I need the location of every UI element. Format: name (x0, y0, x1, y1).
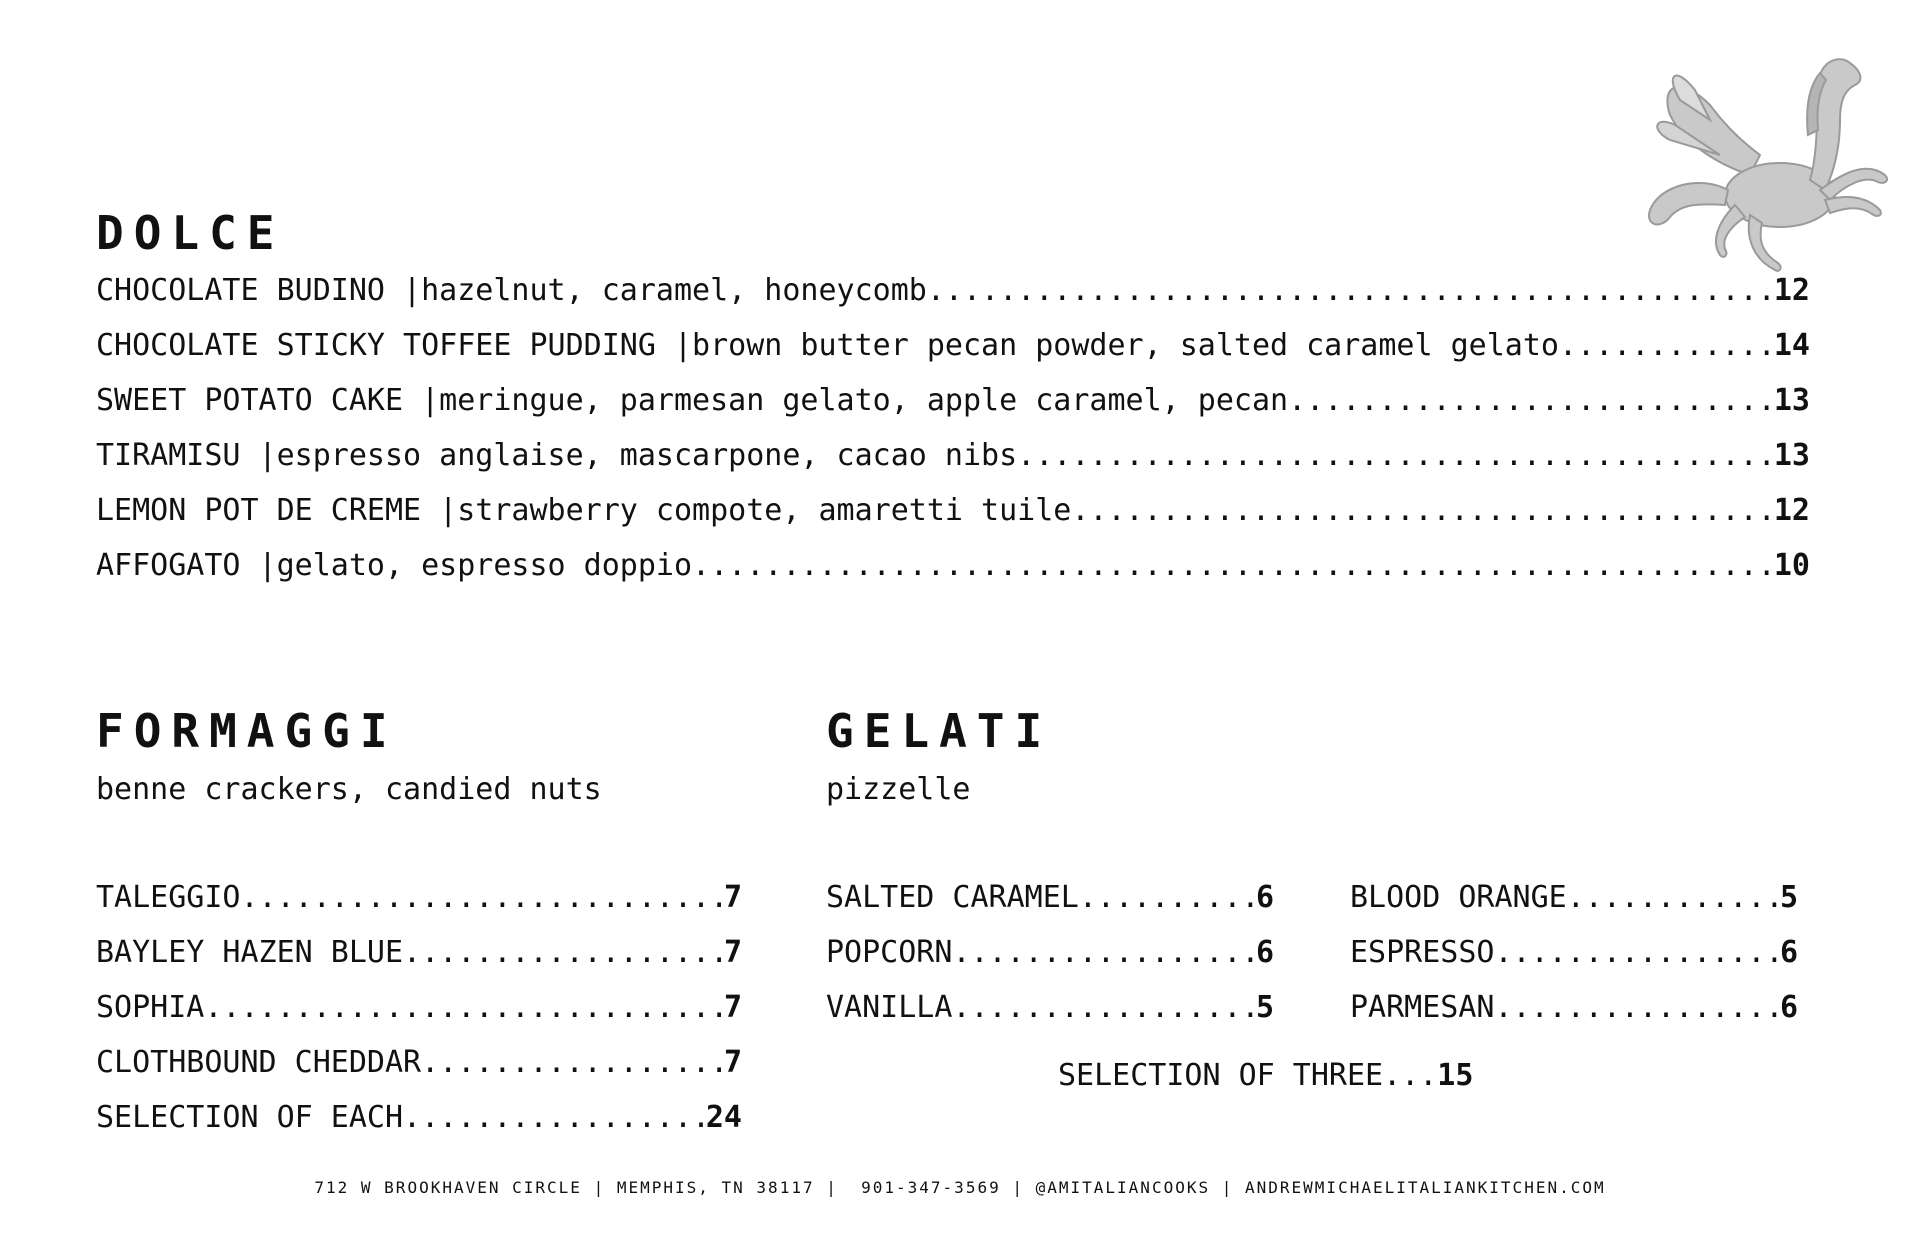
dolce-item (96, 273, 1810, 309)
dolce-item-price: 12 (1773, 273, 1810, 308)
formaggi-item-price: 24 (705, 1100, 742, 1135)
formaggi-item-price: 7 (723, 935, 742, 970)
formaggi-item-name: CLOTHBOUND CHEDDAR (96, 1045, 422, 1080)
dolce-item (96, 548, 1810, 584)
formaggi-item (96, 990, 742, 1026)
gelati-item-price: 6 (1779, 990, 1798, 1025)
leader-dots (241, 880, 724, 916)
dolce-item-description: espresso anglaise, mascarpone, cacao nibs (276, 438, 1018, 473)
dolce-item-price: 14 (1773, 328, 1810, 363)
leader-dots (1495, 990, 1780, 1026)
dolce-item-description: hazelnut, caramel, honeycomb (421, 273, 927, 308)
gelati-item (1350, 990, 1798, 1026)
gelati-item-price: 6 (1779, 935, 1798, 970)
leader-dots (421, 1045, 724, 1081)
leader-dots (1567, 880, 1780, 916)
dolce-item-name: LEMON POT DE CREME | (96, 493, 458, 528)
leader-dots (1559, 328, 1774, 364)
formaggi-item (96, 1045, 742, 1081)
formaggi-item (96, 880, 742, 916)
dolce-item-description: brown butter pecan powder, salted caramel gelato (692, 328, 1559, 363)
gelati-item-name: SALTED CARAMEL (826, 880, 1079, 915)
leader-dots (403, 1100, 706, 1136)
dolce-item-description: meringue, parmesan gelato, apple caramel, pecan (439, 383, 1289, 418)
leader-dots (927, 273, 1774, 309)
leader-dots (1495, 935, 1780, 971)
gelati-item (826, 935, 1274, 971)
dolce-item-price: 10 (1773, 548, 1810, 583)
dolce-item (96, 328, 1810, 364)
gelati-subtitle: pizzelle (826, 772, 971, 807)
footer-contact: 712 W BROOKHAVEN CIRCLE | MEMPHIS, TN 38117 | 901-347-3569 | @AMITALIANCOOKS | ANDREWMICHAELITALIANKITCHEN.COM (314, 1178, 1606, 1197)
gelati-item (1350, 880, 1798, 916)
gelati-item-name: PARMESAN (1350, 990, 1495, 1025)
gelati-item (1350, 935, 1798, 971)
pegasus-icon (1640, 45, 1900, 280)
gelati-item-price: 6 (1255, 935, 1274, 970)
dolce-item (96, 493, 1810, 529)
formaggi-item-name: TALEGGIO (96, 880, 241, 915)
dolce-item-price: 13 (1773, 438, 1810, 473)
gelati-item-name: BLOOD ORANGE (1350, 880, 1567, 915)
gelati-item-price: 6 (1255, 880, 1274, 915)
dolce-item-name: SWEET POTATO CAKE | (96, 383, 440, 418)
dolce-item-price: 13 (1773, 383, 1810, 418)
formaggi-item-name: SOPHIA (96, 990, 205, 1025)
formaggi-title: FORMAGGI (96, 704, 398, 758)
gelati-item (826, 880, 1274, 916)
gelati-selection (1058, 1058, 1473, 1093)
gelati-item-name: POPCORN (826, 935, 953, 970)
leader-dots (403, 935, 724, 971)
formaggi-item (96, 1100, 742, 1136)
dolce-item-price: 12 (1773, 493, 1810, 528)
gelati-item-price: 5 (1255, 990, 1274, 1025)
dolce-title: DOLCE (96, 206, 285, 260)
dolce-item-name: TIRAMISU | (96, 438, 277, 473)
gelati-item-price: 5 (1779, 880, 1798, 915)
formaggi-item-name: SELECTION OF EACH (96, 1100, 404, 1135)
leader-dots (1017, 438, 1774, 474)
leader-dots (952, 990, 1256, 1026)
dolce-item (96, 438, 1810, 474)
leader-dots (1079, 880, 1256, 916)
dolce-item (96, 383, 1810, 419)
gelati-item-name: VANILLA (826, 990, 953, 1025)
gelati-item (826, 990, 1274, 1026)
gelati-selection-label: SELECTION OF THREE... (1058, 1058, 1438, 1093)
formaggi-item (96, 935, 742, 971)
leader-dots (1071, 493, 1774, 529)
formaggi-subtitle: benne crackers, candied nuts (96, 772, 602, 807)
gelati-selection-price: 15 (1437, 1058, 1474, 1093)
dolce-item-description: strawberry compote, amaretti tuile (457, 493, 1072, 528)
leader-dots (1288, 383, 1774, 419)
gelati-title: GELATI (826, 704, 1053, 758)
leader-dots (952, 935, 1256, 971)
leader-dots (692, 548, 1774, 584)
dolce-item-name: CHOCOLATE STICKY TOFFEE PUDDING | (96, 328, 693, 363)
dolce-item-name: AFFOGATO | (96, 548, 277, 583)
leader-dots (204, 990, 724, 1026)
formaggi-item-price: 7 (723, 1045, 742, 1080)
dolce-item-name: CHOCOLATE BUDINO | (96, 273, 422, 308)
formaggi-item-price: 7 (723, 880, 742, 915)
gelati-item-name: ESPRESSO (1350, 935, 1495, 970)
formaggi-item-name: BAYLEY HAZEN BLUE (96, 935, 404, 970)
formaggi-item-price: 7 (723, 990, 742, 1025)
dolce-item-description: gelato, espresso doppio (276, 548, 693, 583)
